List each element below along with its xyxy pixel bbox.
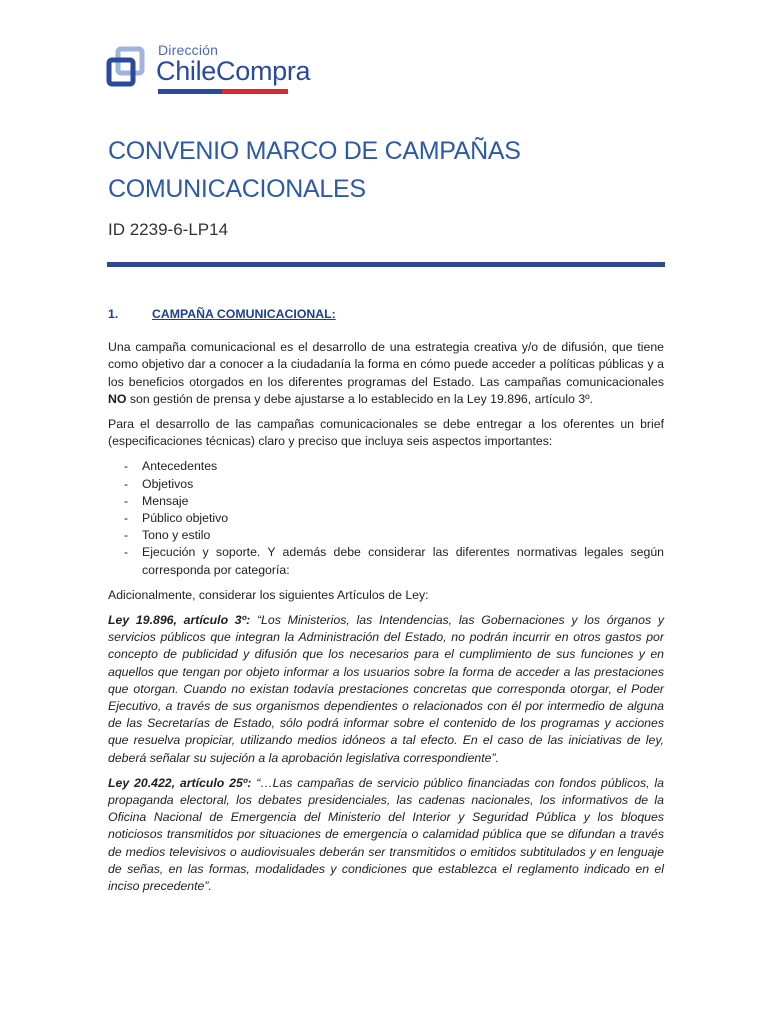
list-item: - Ejecución y soporte. Y además debe considerar las diferentes normativas legales según corresponda por categoría: <box>124 545 664 577</box>
title-divider <box>107 262 665 267</box>
list-item: - Público objetivo <box>124 511 229 526</box>
logo-small-text: Dirección <box>158 42 219 58</box>
law-19896-lead: Ley 19.896, artículo 3º: <box>108 613 251 628</box>
intro-paragraph <box>108 339 664 408</box>
chilecompra-logo <box>106 42 311 98</box>
logo-bar-blue <box>158 89 222 94</box>
additional-paragraph: Adicionalmente, considerar los siguientes Artículos de Ley: <box>108 587 429 602</box>
list-item: - Objetivos <box>124 476 194 491</box>
intro-text-part2: son gestión de prensa y debe ajustarse a lo establecido en la Ley 19.896, artículo 3º. <box>126 391 594 406</box>
list-item: - Antecedentes <box>124 459 218 474</box>
list-item: - Mensaje <box>124 493 189 508</box>
law-20422-paragraph <box>108 775 664 895</box>
law-20422-lead: Ley 20.422, artículo 25º: <box>108 775 252 790</box>
section-title: CAMPAÑA COMUNICACIONAL: <box>152 307 336 321</box>
section-heading <box>108 306 664 323</box>
logo-color-bar <box>158 89 288 94</box>
document-id: ID 2239-6-LP14 <box>108 220 229 239</box>
aspects-list <box>124 458 664 578</box>
list-item: - Tono y estilo <box>124 528 211 543</box>
law-20422-text: “…Las campañas de servicio público financiadas con fondos públicos, la propaganda electoral, los debates presidenciales, las cadenas nacionales, los informativos de la Oficina Nacional de Emergencia del Ministerio del Interior y Seguridad Pública y los bloques noticiosos transmitidos por situaciones de emergencia o calamidad pública que se difundan a través de medios televisivos o audiovisuales deberán ser transmitidos o emitidos subtitulados y en lenguaje de señas, en las formas, modalidades y condiciones que establezca el reglamento indicado en el inciso precedente”. <box>108 775 664 894</box>
intro-text-part1: Una campaña comunicacional es el desarrollo de una estrategia creativa y/o de difusión, que tiene como objetivo dar a conocer a la ciudadanía la forma en cómo puede acceder a políticas públicas y a los beneficios otorgados en los diferentes programas del Estado. Las campañas comunicacionales <box>108 340 664 389</box>
law-19896-text: “Los Ministerios, las Intendencias, las Gobernaciones y los órganos y servicios públicos que integran la Administración del Estado, no podrán incurrir en otros gastos por concepto de publicidad y difusión que los necesarios para el cumplimiento de sus funciones y en aquellos que tengan por objeto informar a los usuarios sobre la forma de acceder a las prestaciones que otorgan. Cuando no existan todavía prestaciones concretas que corresponda otorgar, el Poder Ejecutivo, a través de sus organismos dependientes o relacionados con él por intermedio de alguna de las Secretarías de Estado, sólo podrá informar sobre el contenido de los programas y acciones que resuelva propiciar, utilizando medios idóneos a tal efecto. En el caso de las iniciativas de ley, deberá señalar su sujeción a la aprobación legislativa correspondiente”. <box>108 613 664 765</box>
document-title: CONVENIO MARCO DE CAMPAÑAS COMUNICACIONALES <box>108 137 521 203</box>
logo-bar-red <box>222 89 288 94</box>
chilecompra-logo-icon <box>106 46 150 90</box>
section-number: 1. <box>108 307 119 321</box>
logo-big-text: ChileCompra <box>156 56 311 86</box>
intro-bold-no: NO <box>108 391 127 406</box>
document-body <box>108 306 664 903</box>
brief-paragraph: Para el desarrollo de las campañas comunicacionales se debe entregar a los oferentes un brief (especificaciones técnicas) claro y preciso que incluya seis aspectos importantes: <box>108 417 664 449</box>
law-19896-paragraph <box>108 612 664 767</box>
